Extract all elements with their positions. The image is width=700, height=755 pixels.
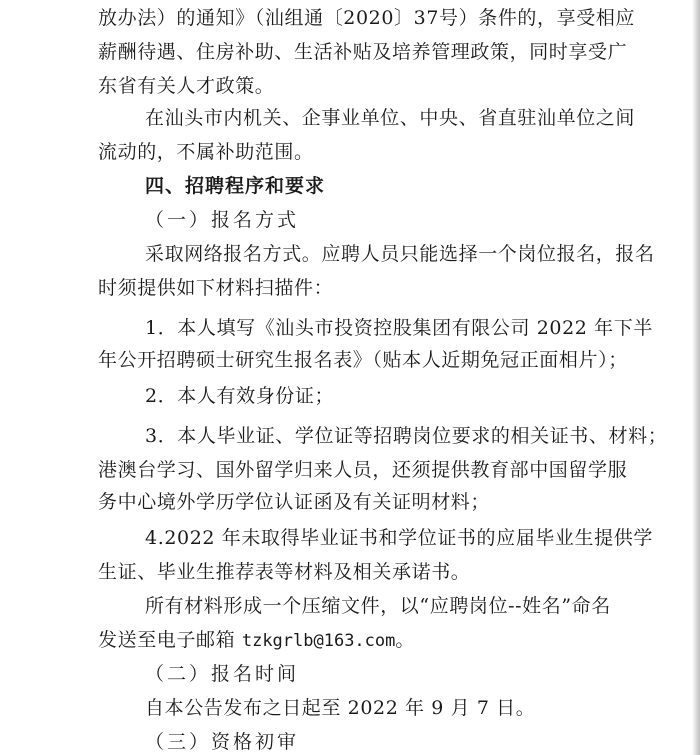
list-item-2: 2．本人有效身份证； xyxy=(145,385,335,407)
body-line-8: 所有材料形成一个压缩文件，以“应聘岗位--姓名”命名 xyxy=(145,595,611,617)
list-item-1a: 1．本人填写《汕头市投资控股集团有限公司 2022 年下半 xyxy=(145,317,653,339)
list-item-4b: 生证、毕业生推荐表等材料及相关承诺书。 xyxy=(98,561,471,583)
subsection-heading-3: （三）资格初审 xyxy=(145,731,300,753)
body-line-6: 采取网络报名方式。应聘人员只能选择一个岗位报名，报名 xyxy=(145,243,655,265)
list-item-4a: 4.2022 年未取得毕业证书和学位证书的应届毕业生提供学 xyxy=(145,527,653,549)
body-line-3: 东省有关人才政策。 xyxy=(98,75,275,97)
body-line-7: 时须提供如下材料扫描件： xyxy=(98,277,334,299)
list-item-3c: 务中心境外学历学位认证函及有关证明材料； xyxy=(98,491,491,513)
email-address: tzkgrlb@163.com xyxy=(241,631,396,651)
list-item-3b: 港澳台学习、国外留学归来人员，还须提供教育部中国留学服 xyxy=(98,459,628,481)
section-heading: 四、招聘程序和要求 xyxy=(145,175,326,197)
list-item-3a: 3．本人毕业证、学位证等招聘岗位要求的相关证书、材料； xyxy=(145,425,668,447)
list-item-1b: 年公开招聘硕士研究生报名表》（贴本人近期免冠正面相片）； xyxy=(98,349,628,371)
subsection-heading-2: （二）报名时间 xyxy=(145,663,300,685)
body-line-2: 薪酬待遇、住房补助、生活补贴及培养管理政策，同时享受广 xyxy=(98,41,628,63)
subsection-heading-1: （一）报名方式 xyxy=(145,209,300,231)
email-prefix: 发送至电子邮箱 xyxy=(98,629,236,651)
email-suffix: 。 xyxy=(395,629,415,651)
scan-edge-shadow xyxy=(692,0,700,755)
body-line-5: 流动的，不属补助范围。 xyxy=(98,141,314,163)
body-line-10: 自本公告发布之日起至 2022 年 9 月 7 日。 xyxy=(145,697,536,719)
body-line-4: 在汕头市内机关、企事业单位、中央、省直驻汕单位之间 xyxy=(145,107,636,129)
body-line-9 xyxy=(98,628,415,653)
body-line-1: 放办法）的通知》（汕组通〔2020〕37号）条件的，享受相应 xyxy=(98,7,636,29)
